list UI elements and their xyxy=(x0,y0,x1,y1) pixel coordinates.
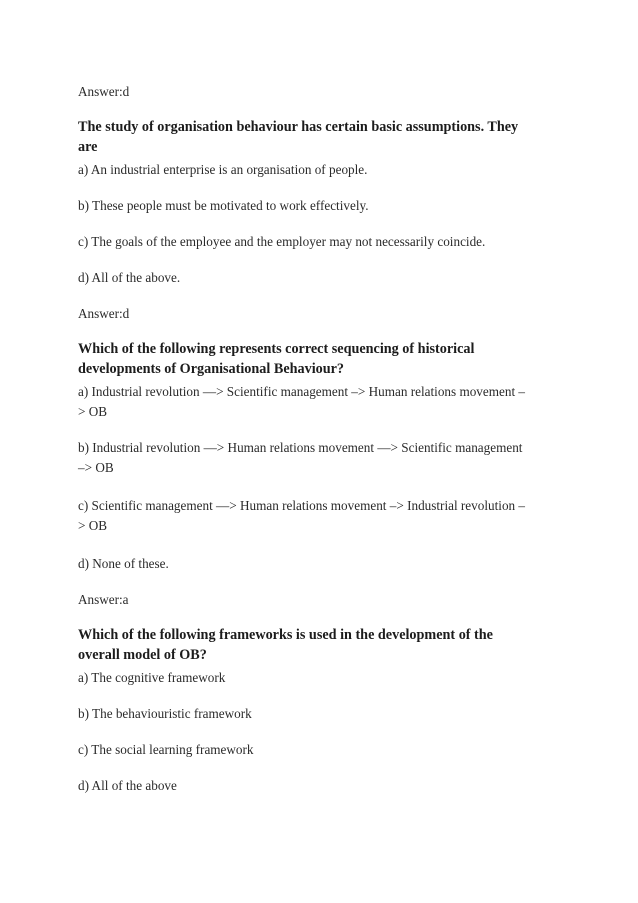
question-text: Which of the following represents correct sequencing of historical xyxy=(78,341,475,357)
answer-line: Answer:d xyxy=(78,84,130,99)
question-text: are xyxy=(78,139,98,155)
question-text: The study of organisation behaviour has certain basic assumptions. They xyxy=(78,119,519,135)
option-line: b) The behaviouristic framework xyxy=(78,706,252,721)
option-line: c) The goals of the employee and the employer may not necessarily coincide. xyxy=(78,234,486,249)
option-line: –> OB xyxy=(78,460,114,475)
option-line: > OB xyxy=(78,404,108,419)
option-line: d) All of the above. xyxy=(78,270,181,285)
answer-line: Answer:a xyxy=(78,592,129,607)
answer-line: Answer:d xyxy=(78,306,130,321)
option-line: d) All of the above xyxy=(78,778,177,793)
option-line: b) Industrial revolution —> Human relations movement —> Scientific management xyxy=(78,440,523,455)
option-line: a) An industrial enterprise is an organisation of people. xyxy=(78,162,368,177)
question-text: Which of the following frameworks is used in the development of the xyxy=(78,627,493,643)
option-line: d) None of these. xyxy=(78,556,169,571)
question-text: overall model of OB? xyxy=(78,647,207,663)
option-line: a) The cognitive framework xyxy=(78,670,226,685)
option-line: > OB xyxy=(78,518,108,533)
question-text: developments of Organisational Behaviour? xyxy=(78,361,345,377)
option-line: c) Scientific management —> Human relations movement –> Industrial revolution – xyxy=(78,498,526,513)
option-line: b) These people must be motivated to work effectively. xyxy=(78,198,369,213)
option-line: a) Industrial revolution —> Scientific management –> Human relations movement – xyxy=(78,384,526,399)
option-line: c) The social learning framework xyxy=(78,742,254,757)
